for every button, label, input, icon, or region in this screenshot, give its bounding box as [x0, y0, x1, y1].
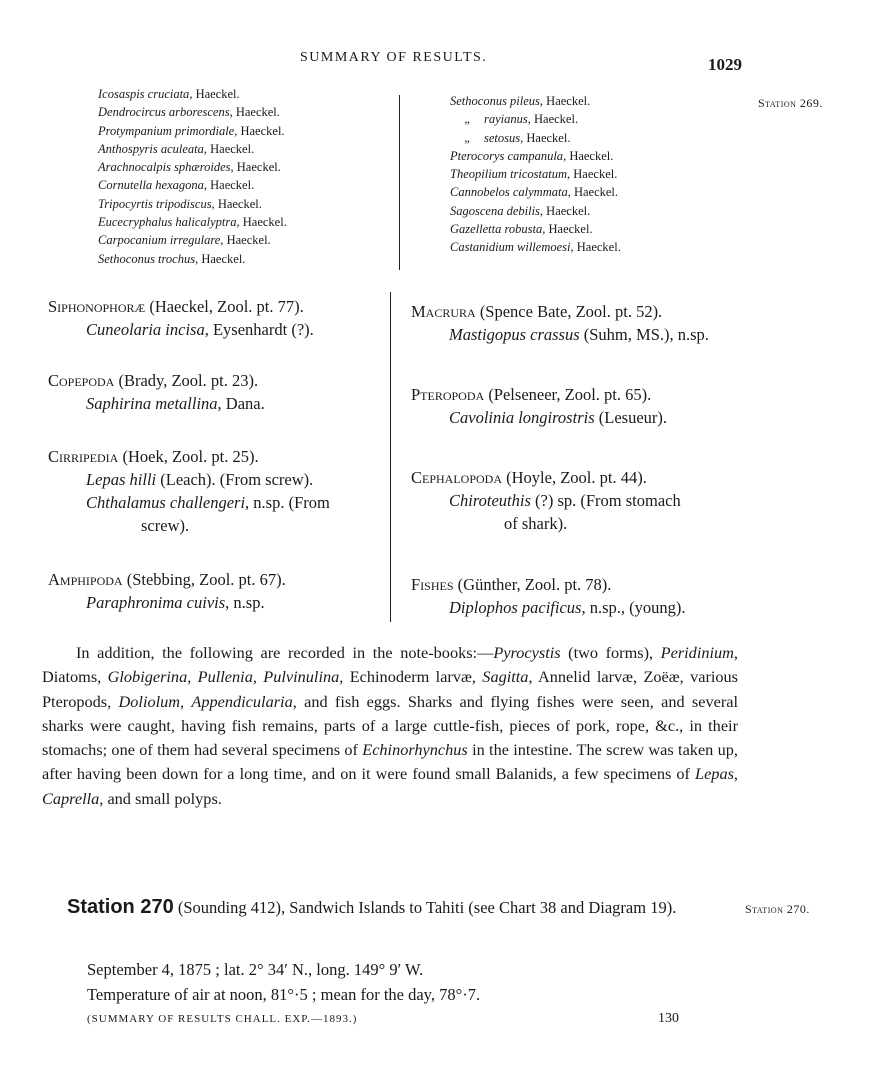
species-row	[450, 147, 621, 165]
species-row	[98, 158, 287, 176]
group-heading	[48, 445, 330, 468]
species-name: Chthalamus challengeri	[86, 493, 246, 512]
group-name: Fishes	[411, 575, 454, 594]
species-name: Arachnocalpis sphæroides	[98, 160, 231, 175]
species-row	[450, 92, 621, 110]
species-note: (Suhm, MS.), n.sp.	[579, 325, 709, 344]
species-row	[98, 85, 287, 103]
notes-paragraph: In addition, the following are recorded in the note-books:—Pyrocystis (two forms), Peridinium, Diatoms, Globigerina, Pullenia, Pulvinulina, Echinoderm larvæ, Sagitta, Annelid larvæ, Zoëæ, various Pteropods, Doliolum, Appendicularia, and fish eggs. Sharks and flying fishes were seen, and several sharks were caught, having fish remains, parts of a large cuttle-fish, pieces of pork, rope, &c., in their stomachs; one of them had several specimens of Echinorhynchus in the intestine. The screw was taken up, after having been down for a long time, and on it were found small Balanids, a few specimens of Lepas, Caprella, and small polyps.	[42, 643, 739, 808]
group-reference: (Günther, Zool. pt. 78).	[453, 575, 612, 594]
species-note: , n.sp. (From	[245, 493, 330, 512]
species-author: , Haeckel.	[234, 123, 285, 138]
species-name: rayianus	[484, 112, 528, 127]
species-row	[411, 596, 686, 619]
species-name: Diplophos pacificus	[449, 598, 582, 617]
species-note: (?) sp. (From stomach	[530, 491, 681, 510]
group-reference: (Stebbing, Zool. pt. 67).	[122, 570, 286, 589]
species-note: screw).	[141, 516, 190, 535]
species-name: Icosaspis cruciata	[98, 87, 190, 101]
side-label-station-270: Station 270.	[745, 902, 810, 916]
station-270-description: (Sounding 412), Sandwich Islands to Tahiti (see Chart 38 and Diagram 19).	[173, 898, 677, 917]
species-name: Cornutella hexagona	[98, 178, 204, 193]
group-reference: (Haeckel, Zool. pt. 77).	[145, 297, 304, 316]
radiolaria-list-right	[450, 92, 621, 257]
group-reference: (Brady, Zool. pt. 23).	[114, 371, 259, 390]
species-row	[98, 140, 287, 158]
species-row	[450, 165, 621, 183]
species-row	[48, 491, 330, 514]
species-row	[98, 213, 287, 231]
species-note: of shark).	[504, 514, 568, 533]
radiolaria-list-left	[98, 85, 287, 268]
group-name: Cephalopoda	[411, 468, 503, 487]
species-name: Sethoconus trochus	[98, 251, 196, 266]
species-author: , Haeckel.	[203, 178, 255, 193]
group-heading	[411, 466, 681, 489]
species-name: Gazelletta robusta	[450, 222, 543, 237]
group-heading	[411, 383, 667, 406]
species-author: , Haeckel.	[211, 196, 262, 211]
species-name: Paraphronima cuivis	[86, 593, 226, 612]
species-note: (Lesueur).	[594, 408, 668, 427]
group-reference: (Spence Bate, Zool. pt. 52).	[475, 302, 663, 321]
species-name: Cavolinia longirostris	[449, 408, 595, 427]
species-row	[48, 318, 314, 341]
species-author: , Haeckel.	[527, 112, 579, 127]
species-name: Theopilium tricostatum	[450, 167, 568, 182]
column-divider-groups	[390, 292, 391, 622]
species-author: , Haeckel.	[567, 167, 618, 182]
taxon-group	[48, 568, 286, 614]
taxon-group	[411, 300, 709, 346]
page-number: 1029	[708, 55, 742, 74]
species-author: , Haeckel.	[236, 215, 287, 230]
column-divider-top	[399, 95, 400, 270]
group-heading	[48, 369, 265, 392]
species-note: , n.sp.	[225, 593, 265, 612]
species-row	[450, 202, 621, 220]
species-author: , Haeckel.	[539, 94, 591, 108]
group-name: Amphipoda	[48, 570, 123, 589]
group-reference: (Hoyle, Zool. pt. 44).	[502, 468, 647, 487]
group-name: Cirripedia	[48, 447, 119, 466]
species-row	[98, 250, 287, 268]
group-reference: (Pelseneer, Zool. pt. 65).	[484, 385, 652, 404]
species-author: , Haeckel.	[520, 130, 571, 145]
species-name: Dendrocircus arborescens	[98, 105, 230, 120]
group-heading	[48, 295, 314, 318]
species-author: , Haeckel.	[229, 105, 280, 120]
species-author: , Haeckel.	[230, 160, 281, 175]
species-name: Cuneolaria incisa	[86, 320, 205, 339]
species-name: Sethoconus pileus	[450, 94, 540, 108]
group-heading	[48, 568, 286, 591]
species-row	[98, 122, 287, 140]
running-header: SUMMARY OF RESULTS.	[300, 50, 488, 65]
group-name: Macrura	[411, 302, 476, 321]
species-author: , Haeckel.	[563, 148, 614, 163]
species-name: Sagoscena debilis	[450, 203, 540, 218]
species-row	[411, 323, 709, 346]
group-reference: (Hoek, Zool. pt. 25).	[118, 447, 259, 466]
group-heading	[411, 573, 686, 596]
group-heading	[411, 300, 709, 323]
taxon-group	[411, 573, 686, 619]
species-row	[411, 512, 681, 535]
station-270-date-position: September 4, 1875 ; lat. 2° 34′ N., long. 149° 9′ W.	[87, 960, 424, 979]
taxon-group	[48, 295, 314, 341]
taxon-group	[411, 383, 667, 429]
species-name: Cannobelos calymmata	[450, 185, 568, 200]
species-name: Anthospyris aculeata	[98, 141, 204, 156]
species-name: Chiroteuthis	[449, 491, 531, 510]
species-author: , Haeckel.	[189, 87, 240, 101]
species-name: Lepas hilli	[86, 470, 157, 489]
species-note: , Dana.	[217, 394, 265, 413]
species-author: , Haeckel.	[542, 222, 593, 237]
group-name: Pteropoda	[411, 385, 485, 404]
taxon-group	[48, 369, 265, 415]
taxon-group	[48, 445, 330, 537]
species-row	[411, 406, 667, 429]
species-name: Protympanium primordiale	[98, 123, 235, 138]
species-name: Castanidium willemoesi	[450, 240, 571, 255]
species-name: Carpocanium irregulare	[98, 233, 221, 248]
species-name: Tripocyrtis tripodiscus	[98, 196, 212, 211]
species-row	[98, 103, 287, 121]
taxon-group	[411, 466, 681, 535]
species-name: Pterocorys campanula	[450, 148, 564, 163]
side-label-station-269: Station 269.	[758, 96, 823, 110]
station-270-title: Station 270	[67, 896, 174, 918]
species-row	[450, 110, 621, 128]
ditto-mark: „	[464, 112, 470, 127]
ditto-mark: „	[464, 130, 470, 145]
species-author: , Haeckel.	[195, 251, 246, 266]
species-name: setosus	[484, 130, 521, 145]
species-note: , n.sp., (young).	[581, 598, 686, 617]
species-name: Mastigopus crassus	[449, 325, 580, 344]
species-author: , Haeckel.	[539, 203, 591, 218]
station-270-heading	[40, 895, 740, 920]
species-author: , Haeckel.	[567, 185, 619, 200]
species-row	[48, 392, 265, 415]
group-name: Siphonophoræ	[48, 297, 146, 316]
species-author: , Haeckel.	[570, 240, 621, 255]
footer-citation: (SUMMARY OF RESULTS CHALL. EXP.—1893.)	[87, 1013, 358, 1025]
species-row	[48, 468, 330, 491]
footer-signature-number: 130	[658, 1011, 679, 1026]
species-row	[48, 514, 330, 537]
species-row	[98, 195, 287, 213]
species-row	[450, 129, 621, 147]
species-row	[450, 220, 621, 238]
species-row	[48, 591, 286, 614]
species-note: , Eysenhardt (?).	[204, 320, 314, 339]
species-author: , Haeckel.	[203, 141, 255, 156]
station-270-temperature: Temperature of air at noon, 81°·5 ; mean for the day, 78°·7.	[87, 985, 481, 1004]
species-row	[98, 176, 287, 194]
species-name: Eucecryphalus halicalyptra	[98, 215, 237, 230]
species-author: , Haeckel.	[220, 233, 271, 248]
species-row	[411, 489, 681, 512]
species-row	[450, 183, 621, 201]
species-row	[98, 231, 287, 249]
species-name: Saphirina metallina	[86, 394, 218, 413]
species-note: (Leach). (From screw).	[156, 470, 314, 489]
species-row	[450, 238, 621, 256]
group-name: Copepoda	[48, 371, 115, 390]
